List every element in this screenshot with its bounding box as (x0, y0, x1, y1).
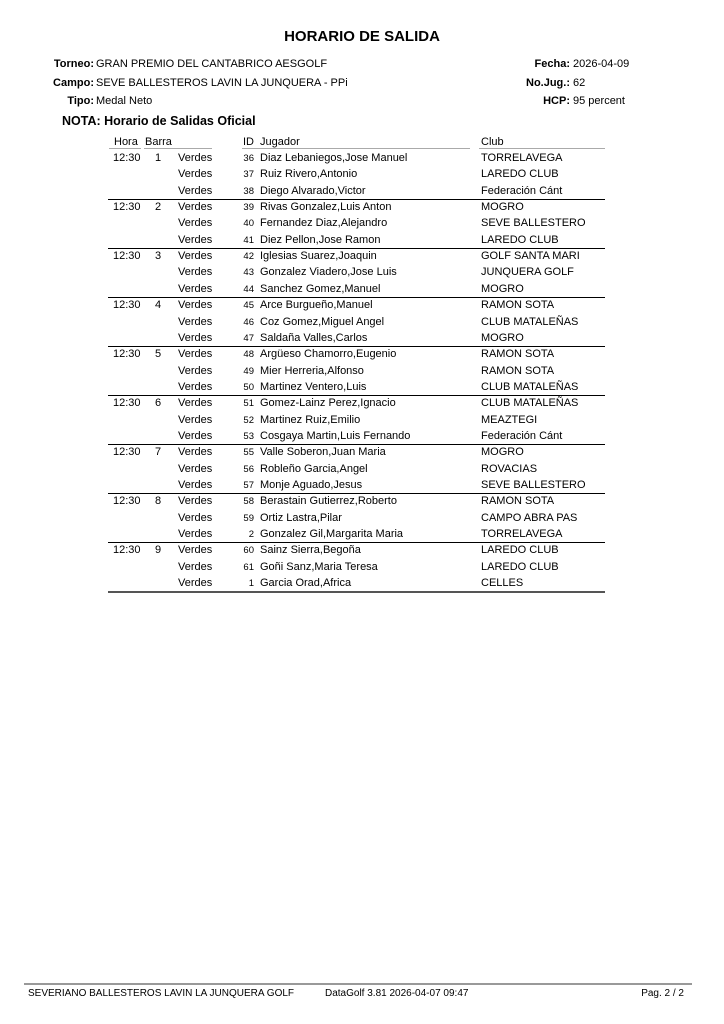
barra-cell: 5 (154, 348, 162, 361)
id-cell: 48 (243, 349, 254, 361)
col-jugador: Jugador (260, 136, 300, 148)
table-row (108, 476, 605, 492)
id-cell: 61 (243, 561, 254, 573)
player-name-cell: Fernandez Diaz,Alejandro (260, 217, 388, 230)
hora-cell: 12:30 (113, 250, 141, 263)
hora-cell: 12:30 (113, 397, 141, 410)
club-cell: RAMON SOTA (481, 299, 555, 312)
table-row (108, 525, 605, 541)
tee-cell: Verdes (178, 348, 213, 361)
table-row (108, 362, 605, 378)
id-cell: 39 (243, 202, 254, 214)
footer-software: DataGolf 3.81 2026-04-07 09:47 (325, 988, 469, 999)
id-cell: 59 (243, 512, 254, 524)
table-row (108, 313, 605, 329)
tipo-label: Tipo: (67, 95, 94, 107)
barra-cell: 6 (154, 397, 162, 410)
id-cell: 2 (248, 529, 254, 541)
barra-cell: 7 (154, 446, 162, 459)
club-cell: Federación Cánt (481, 429, 563, 442)
page-title: HORARIO DE SALIDA (284, 28, 440, 45)
col-club: Club (481, 136, 504, 148)
hora-cell: 12:30 (113, 446, 141, 459)
hora-cell: 12:30 (113, 299, 141, 312)
tee-cell: Verdes (178, 462, 213, 475)
club-cell: MOGRO (481, 446, 524, 459)
table-row (108, 541, 605, 557)
hora-cell: 12:30 (113, 495, 141, 508)
tee-cell: Verdes (178, 266, 213, 279)
player-name-cell: Rivas Gonzalez,Luis Anton (260, 201, 392, 214)
id-cell: 40 (243, 218, 254, 230)
club-cell: Federación Cánt (481, 184, 563, 197)
tee-cell: Verdes (178, 495, 213, 508)
club-cell: CLUB MATALEÑAS (481, 380, 579, 393)
footer-divider (24, 983, 692, 985)
player-name-cell: Berastain Gutierrez,Roberto (260, 495, 397, 508)
hora-cell: 12:30 (113, 348, 141, 361)
id-cell: 47 (243, 332, 254, 344)
club-cell: TORRELAVEGA (481, 528, 563, 541)
tee-cell: Verdes (178, 544, 213, 557)
tee-cell: Verdes (178, 577, 213, 590)
club-cell: ROVACIAS (481, 462, 538, 475)
player-name-cell: Arce Burgueño,Manuel (260, 299, 373, 312)
club-cell: SEVE BALLESTERO (481, 217, 586, 230)
barra-cell: 3 (154, 250, 162, 263)
tee-cell: Verdes (178, 315, 213, 328)
tee-cell: Verdes (178, 168, 213, 181)
id-cell: 57 (243, 480, 254, 491)
id-cell: 53 (243, 430, 254, 442)
id-cell: 44 (243, 283, 254, 295)
club-cell: CLUB MATALEÑAS (481, 315, 579, 328)
player-name-cell: Martinez Ruiz,Emilio (260, 413, 361, 426)
player-name-cell: Robleño Garcia,Angel (260, 462, 368, 475)
col-hora: Hora (114, 136, 138, 148)
col-barra: Barra (145, 136, 172, 148)
barra-cell: 2 (154, 201, 162, 214)
tee-cell: Verdes (178, 233, 213, 246)
footer-page: Pag. 2 / 2 (641, 988, 684, 999)
campo-value: SEVE BALLESTEROS LAVIN LA JUNQUERA - PPi (96, 77, 348, 89)
nojug-value: 62 (573, 77, 586, 89)
table-row (108, 182, 605, 198)
player-name-cell: Sainz Sierra,Begoña (260, 544, 361, 557)
table-row (108, 214, 605, 230)
torneo-value: GRAN PREMIO DEL CANTABRICO AESGOLF (96, 58, 328, 70)
tee-cell: Verdes (178, 282, 213, 295)
table-row (108, 558, 605, 574)
table-row (108, 509, 605, 525)
player-name-cell: Martinez Ventero,Luis (260, 380, 367, 393)
hora-cell: 12:30 (113, 544, 141, 557)
id-cell: 43 (243, 267, 254, 279)
id-cell: 45 (243, 300, 254, 312)
barra-cell: 1 (154, 152, 162, 164)
col-id: ID (243, 136, 254, 148)
player-name-cell: Monje Aguado,Jesus (260, 479, 363, 491)
id-cell: 36 (243, 153, 254, 164)
player-name-cell: Cosgaya Martin,Luis Fernando (260, 429, 411, 442)
nojug-label: No.Jug.: (526, 77, 570, 89)
tee-cell: Verdes (178, 152, 213, 164)
table-row (108, 296, 605, 312)
tee-cell: Verdes (178, 429, 213, 442)
id-cell: 49 (243, 365, 254, 377)
player-name-cell: Mier Herreria,Alfonso (260, 364, 364, 377)
table-row (108, 443, 605, 459)
club-cell: LAREDO CLUB (481, 168, 559, 181)
barra-cell: 9 (154, 544, 162, 557)
hora-cell: 12:30 (113, 201, 141, 214)
id-cell: 46 (243, 316, 254, 328)
barra-cell: 4 (154, 299, 162, 312)
tee-cell: Verdes (178, 217, 213, 230)
player-name-cell: Diaz Lebaniegos,Jose Manuel (260, 152, 408, 164)
tee-cell: Verdes (178, 364, 213, 377)
player-name-cell: Gonzalez Viadero,Jose Luis (260, 266, 397, 279)
hcp-label: HCP: (543, 95, 570, 107)
player-name-cell: Garcia Orad,Africa (260, 577, 352, 590)
table-row (108, 411, 605, 427)
table-row (108, 345, 605, 361)
tee-cell: Verdes (178, 299, 213, 312)
player-name-cell: Gomez-Lainz Perez,Ignacio (260, 397, 396, 410)
tee-cell: Verdes (178, 511, 213, 524)
campo-label: Campo: (53, 77, 94, 89)
footer-club: SEVERIANO BALLESTEROS LAVIN LA JUNQUERA GOLF (28, 988, 295, 999)
torneo-label: Torneo: (53, 58, 94, 70)
fecha-label: Fecha: (534, 58, 570, 70)
id-cell: 41 (243, 234, 254, 246)
club-cell: RAMON SOTA (481, 495, 555, 508)
club-cell: SEVE BALLESTERO (481, 479, 586, 491)
club-cell: LAREDO CLUB (481, 233, 559, 246)
id-cell: 51 (243, 398, 254, 410)
player-name-cell: Argüeso Chamorro,Eugenio (260, 348, 397, 361)
table-row (108, 492, 605, 508)
tee-cell: Verdes (178, 201, 213, 214)
tee-cell: Verdes (178, 250, 213, 263)
table-row (108, 427, 605, 443)
hora-cell: 12:30 (113, 152, 141, 164)
club-cell: TORRELAVEGA (481, 152, 563, 164)
club-cell: RAMON SOTA (481, 364, 555, 377)
table-row (108, 574, 605, 590)
fecha-value: 2026-04-09 (573, 58, 630, 70)
club-cell: LAREDO CLUB (481, 544, 559, 557)
table-row (108, 394, 605, 410)
tee-cell: Verdes (178, 479, 213, 491)
table-row (108, 198, 605, 214)
id-cell: 56 (243, 463, 254, 475)
club-cell: MOGRO (481, 282, 524, 295)
player-name-cell: Valle Soberon,Juan Maria (260, 446, 386, 459)
club-cell: CAMPO ABRA PAS (481, 511, 578, 524)
id-cell: 52 (243, 414, 254, 426)
club-cell: CLUB MATALEÑAS (481, 397, 579, 410)
player-name-cell: Diez Pellon,Jose Ramon (260, 233, 381, 246)
table-row (108, 247, 605, 263)
id-cell: 1 (248, 578, 254, 590)
table-row (108, 263, 605, 279)
id-cell: 42 (243, 251, 254, 263)
player-name-cell: Goñi Sanz,Maria Teresa (260, 560, 378, 573)
player-name-cell: Diego Alvarado,Victor (260, 184, 366, 197)
club-cell: MOGRO (481, 201, 524, 214)
id-cell: 60 (243, 545, 254, 557)
player-name-cell: Coz Gomez,Miguel Angel (260, 315, 385, 328)
table-row (108, 231, 605, 247)
player-name-cell: Iglesias Suarez,Joaquin (260, 250, 377, 263)
hcp-value: 95 percent (573, 95, 625, 107)
tee-cell: Verdes (178, 413, 213, 426)
tipo-value: Medal Neto (96, 95, 153, 107)
id-cell: 50 (243, 381, 254, 393)
barra-cell: 8 (154, 495, 162, 508)
player-name-cell: Ruiz Rivero,Antonio (260, 168, 358, 181)
table-row (108, 329, 605, 345)
club-cell: JUNQUERA GOLF (481, 266, 574, 279)
player-name-cell: Saldaña Valles,Carlos (260, 331, 368, 344)
nota: NOTA: Horario de Salidas Oficial (62, 114, 256, 128)
club-cell: MEAZTEGI (481, 413, 538, 426)
table-row (108, 378, 605, 394)
tee-cell: Verdes (178, 528, 213, 541)
id-cell: 38 (243, 185, 254, 197)
id-cell: 58 (243, 496, 254, 508)
table-row (108, 149, 605, 165)
table-row (108, 165, 605, 181)
club-cell: LAREDO CLUB (481, 560, 559, 573)
club-cell: RAMON SOTA (481, 348, 555, 361)
tee-cell: Verdes (178, 380, 213, 393)
player-name-cell: Sanchez Gomez,Manuel (260, 282, 381, 295)
group-divider (108, 591, 605, 593)
tee-cell: Verdes (178, 184, 213, 197)
club-cell: CELLES (481, 577, 524, 590)
id-cell: 55 (243, 447, 254, 459)
id-cell: 37 (243, 169, 254, 181)
club-cell: MOGRO (481, 331, 524, 344)
tee-cell: Verdes (178, 397, 213, 410)
tee-cell: Verdes (178, 331, 213, 344)
tee-cell: Verdes (178, 446, 213, 459)
table-row (108, 280, 605, 296)
player-name-cell: Gonzalez Gil,Margarita Maria (260, 528, 404, 541)
tee-cell: Verdes (178, 560, 213, 573)
club-cell: GOLF SANTA MARI (481, 250, 580, 263)
table-row (108, 460, 605, 476)
player-name-cell: Ortiz Lastra,Pilar (260, 511, 342, 524)
